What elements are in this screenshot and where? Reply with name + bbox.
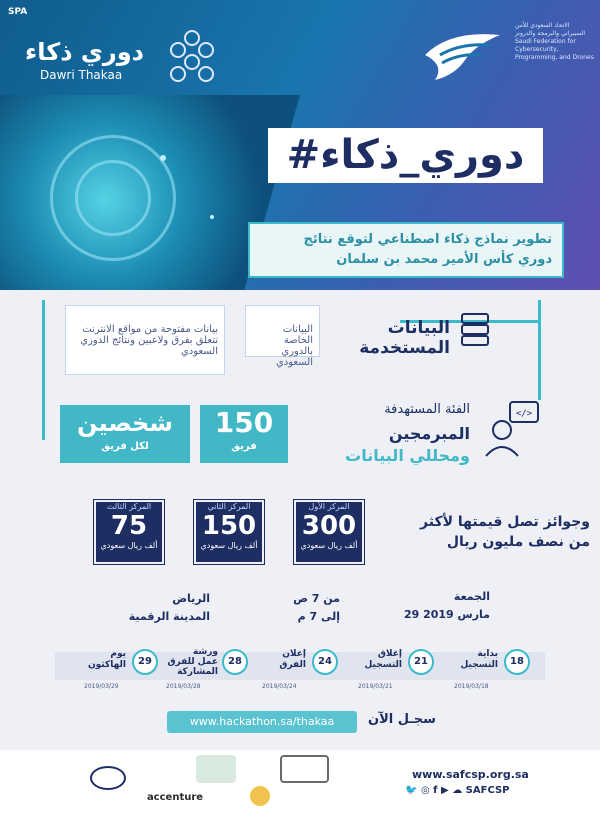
step-date: 2019/03/28 (166, 683, 201, 690)
data-card-league: البيانات الخاصة بالدوري السعودي (245, 305, 320, 357)
svg-text:</>: </> (515, 409, 533, 419)
youtube-icon[interactable]: ▶ (441, 785, 449, 796)
step-number: 29 (132, 649, 158, 675)
event-venue: الرياض المدينة الرقمية (128, 592, 210, 623)
database-icon (460, 312, 490, 348)
members-stat: شخصين لكل فريق (60, 405, 190, 463)
programmer-icon (480, 400, 540, 460)
brand-arabic: دوري ذكاء (25, 38, 144, 66)
partner-logo-icon (280, 755, 329, 783)
target-title: الفئة المستهدفة (384, 402, 470, 417)
hex-dots-logo-icon (170, 30, 215, 85)
subtitle-line-1: تطوير نماذج ذكاء اصطناعي لتوقع نتائج (303, 232, 552, 247)
prize-second: المركز الثاني 150 ألف ريال سعودي (194, 500, 264, 564)
data-section-title: البيانات المستخدمة (359, 318, 450, 358)
ring-decoration (75, 160, 151, 236)
target-programmers: المبرمجين (388, 424, 470, 443)
decor-line (538, 300, 541, 400)
decor-line (42, 300, 45, 440)
social-handle: SAFCSP (465, 785, 510, 796)
target-data-analysts: ومحللي البيانات (345, 446, 470, 465)
sparkle-decoration (210, 215, 214, 219)
spa-logo: SPA (8, 7, 28, 17)
prize-third: المركز الثالث 75 ألف ريال سعودي (94, 500, 164, 564)
emblem-logo-icon (250, 786, 270, 806)
footer (0, 750, 600, 821)
accenture-logo: accenture (146, 792, 204, 803)
step-date: 2019/03/24 (262, 683, 297, 690)
social-row (405, 785, 510, 796)
hashtag-title: #دوري_ذكاء (268, 128, 543, 183)
step-number: 18 (504, 649, 530, 675)
subtitle-box (248, 222, 564, 278)
website-link[interactable]: www.safcsp.org.sa (412, 768, 529, 781)
event-time: من 7 ص إلى 7 م (293, 592, 340, 623)
step-date: 2019/03/21 (358, 683, 393, 690)
event-date: الجمعة 29 مارس 2019 (403, 590, 490, 621)
vision-2030-logo-icon (196, 755, 236, 783)
register-label: سجـل الآن (368, 712, 436, 727)
snapchat-icon[interactable]: ☁ (452, 785, 463, 796)
sparkle-decoration (160, 155, 166, 161)
federation-name: الاتحاد السعودي للأمن السيبراني والبرمجة والدرونز Saudi Federation for Cybersecurity, Programming, and Drones (515, 22, 594, 61)
instagram-icon[interactable]: ◎ (420, 785, 430, 796)
prize-first: المركز الأول 300 ألف ريال سعودي (294, 500, 364, 564)
twitter-icon[interactable]: 🐦 (405, 785, 418, 796)
step-date: 2019/03/18 (454, 683, 489, 690)
facebook-icon[interactable]: f (433, 785, 438, 796)
step-number: 21 (408, 649, 434, 675)
data-card-open-data: بيانات مفتوحة من مواقع الانترنت تتعلق بفرق ولاعبين ونتائج الدوري السعودي (65, 305, 225, 375)
federation-wing-logo-icon (420, 25, 510, 85)
partner-logo-icon (90, 766, 126, 790)
registration-link[interactable]: www.hackathon.sa/thakaa (167, 711, 357, 733)
teams-stat: 150 فريق (200, 405, 288, 463)
step-number: 24 (312, 649, 338, 675)
brand-english: Dawri Thakaa (40, 68, 123, 82)
subtitle-line-2: دوري كأس الأمير محمد بن سلمان (336, 252, 552, 267)
step-date: 2019/03/29 (84, 683, 119, 690)
prizes-text: وجوائز تصل قيمتها لأكثر من نصف مليون ريال (420, 514, 590, 550)
step-number: 28 (222, 649, 248, 675)
